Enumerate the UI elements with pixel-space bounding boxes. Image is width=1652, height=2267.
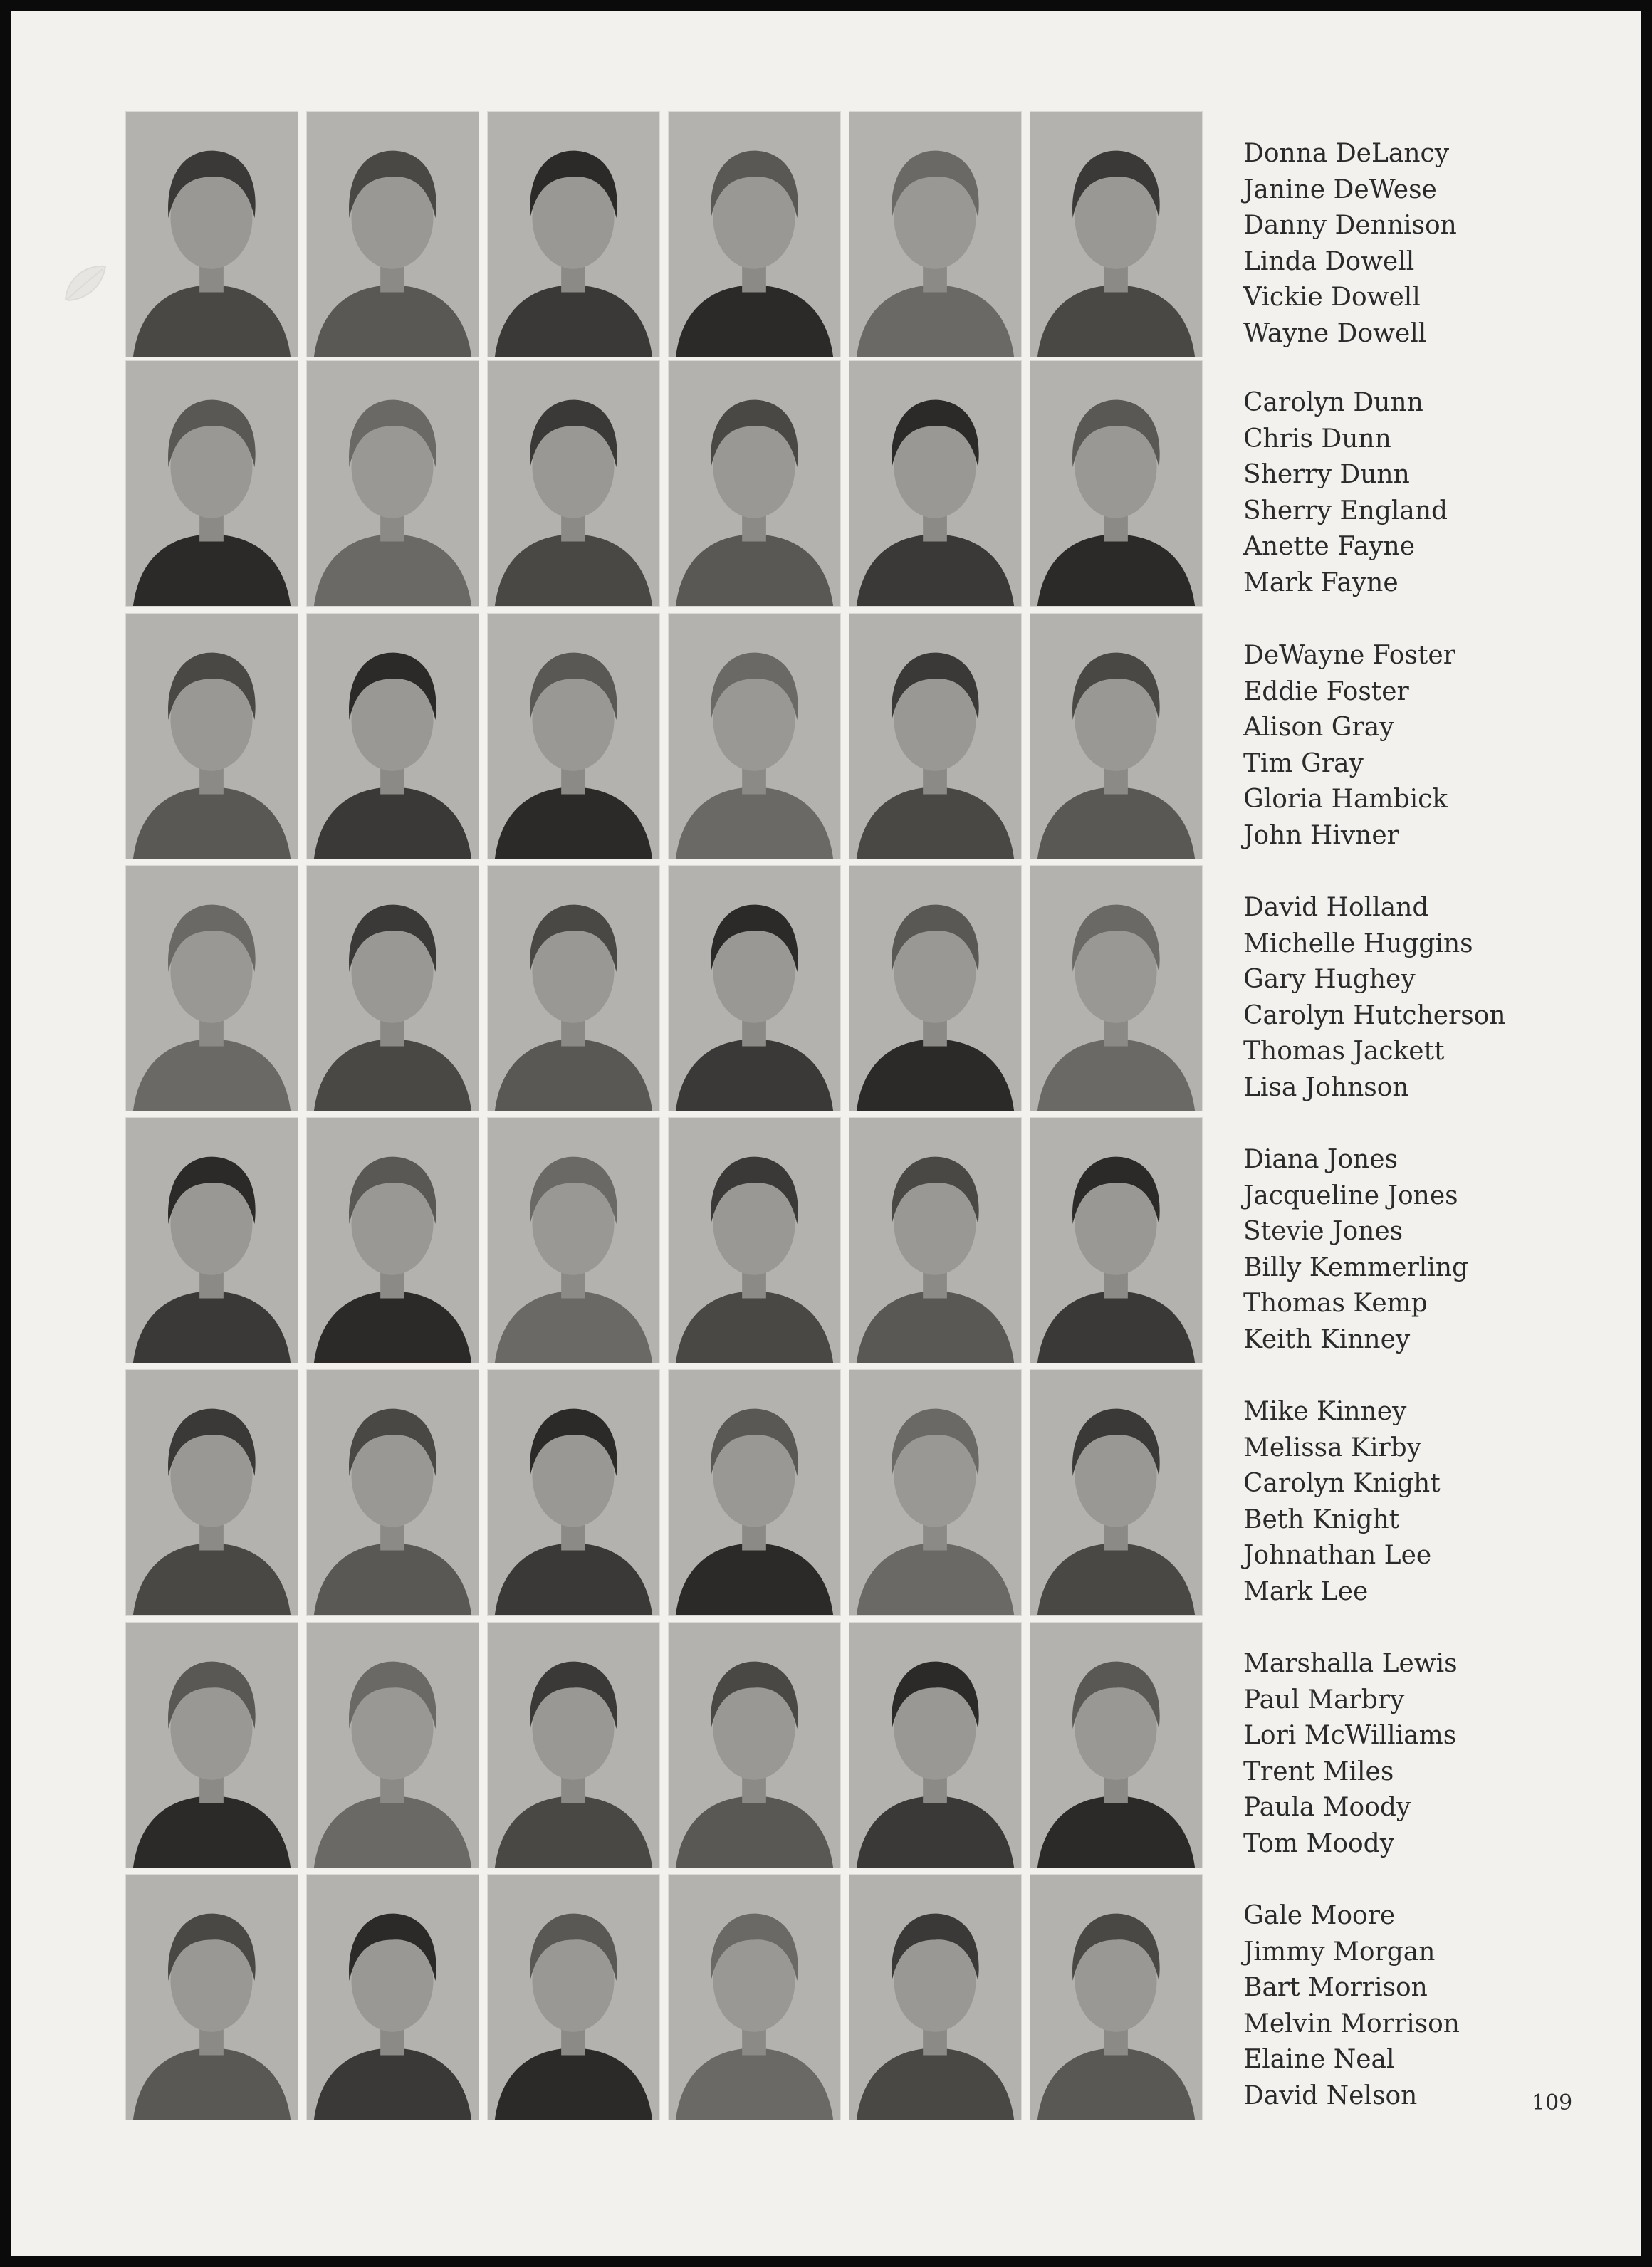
student-portrait bbox=[125, 360, 298, 607]
student-portrait bbox=[849, 360, 1022, 607]
student-name: Lori McWilliams bbox=[1243, 1721, 1457, 1751]
student-name: Wayne Dowell bbox=[1243, 318, 1427, 348]
student-name: Tom Moody bbox=[1243, 1828, 1395, 1858]
student-portrait bbox=[1030, 1874, 1203, 2120]
student-portrait bbox=[487, 111, 660, 357]
student-name: Alison Gray bbox=[1243, 713, 1394, 743]
student-portrait bbox=[125, 111, 298, 357]
student-portrait bbox=[1030, 1117, 1203, 1363]
student-name: Gale Moore bbox=[1243, 1901, 1396, 1930]
student-name: Paula Moody bbox=[1243, 1793, 1411, 1823]
student-portrait bbox=[125, 1117, 298, 1363]
student-portrait bbox=[849, 1622, 1022, 1868]
student-name: Keith Kinney bbox=[1243, 1324, 1411, 1354]
portrait-row bbox=[125, 613, 1222, 859]
student-name: Chris Dunn bbox=[1243, 424, 1391, 454]
student-name: Vickie Dowell bbox=[1243, 283, 1421, 313]
portrait-row bbox=[125, 111, 1222, 357]
student-name: Stevie Jones bbox=[1243, 1217, 1403, 1247]
student-name: Sherry Dunn bbox=[1243, 460, 1410, 490]
student-name: Danny Dennison bbox=[1243, 211, 1457, 241]
student-portrait bbox=[668, 1874, 841, 2120]
name-list bbox=[1243, 1142, 1628, 1358]
student-portrait bbox=[849, 865, 1022, 1111]
student-portrait bbox=[306, 1117, 479, 1363]
portrait-row bbox=[125, 1874, 1222, 2120]
student-portrait bbox=[306, 1622, 479, 1868]
student-name: Mark Lee bbox=[1243, 1576, 1369, 1606]
student-name: Mike Kinney bbox=[1243, 1397, 1407, 1426]
student-portrait bbox=[668, 360, 841, 607]
student-name: Mark Fayne bbox=[1243, 567, 1399, 597]
student-name: Bart Morrison bbox=[1243, 1973, 1428, 2003]
student-portrait bbox=[306, 865, 479, 1111]
student-portrait bbox=[125, 865, 298, 1111]
student-portrait bbox=[849, 1117, 1022, 1363]
student-name: Eddie Foster bbox=[1243, 676, 1409, 706]
name-list bbox=[1243, 1646, 1628, 1863]
student-portrait bbox=[668, 613, 841, 859]
student-name: David Nelson bbox=[1243, 2080, 1418, 2110]
student-portrait bbox=[306, 360, 479, 607]
student-portrait bbox=[125, 1874, 298, 2120]
student-name: Elaine Neal bbox=[1243, 2045, 1395, 2075]
student-portrait bbox=[487, 1874, 660, 2120]
name-list bbox=[1243, 1898, 1628, 2115]
student-portrait bbox=[1030, 111, 1203, 357]
student-portrait bbox=[125, 1622, 298, 1868]
name-list bbox=[1243, 890, 1628, 1106]
name-list bbox=[1243, 1394, 1628, 1611]
student-portrait bbox=[668, 1622, 841, 1868]
student-portrait bbox=[306, 111, 479, 357]
student-name: Michelle Huggins bbox=[1243, 928, 1473, 958]
name-list bbox=[1243, 136, 1628, 352]
student-portrait bbox=[1030, 1622, 1203, 1868]
student-name: Anette Fayne bbox=[1243, 532, 1415, 562]
student-name: Lisa Johnson bbox=[1243, 1072, 1409, 1102]
portrait-row bbox=[125, 1622, 1222, 1868]
student-name: Carolyn Hutcherson bbox=[1243, 1000, 1506, 1030]
student-portrait bbox=[306, 1369, 479, 1616]
student-portrait bbox=[125, 613, 298, 859]
student-name: David Holland bbox=[1243, 893, 1429, 922]
student-name: Carolyn Dunn bbox=[1243, 388, 1423, 417]
student-name: DeWayne Foster bbox=[1243, 641, 1455, 670]
student-portrait bbox=[1030, 613, 1203, 859]
page-number: 109 bbox=[1532, 2090, 1573, 2115]
yearbook-page bbox=[11, 11, 1641, 2256]
student-portrait bbox=[1030, 360, 1203, 607]
student-name: Carolyn Knight bbox=[1243, 1469, 1441, 1499]
student-portrait bbox=[487, 1622, 660, 1868]
student-portrait bbox=[849, 111, 1022, 357]
student-portrait bbox=[125, 1369, 298, 1616]
student-name: Gloria Hambick bbox=[1243, 785, 1448, 815]
portrait-row bbox=[125, 865, 1222, 1111]
student-name: Trent Miles bbox=[1243, 1756, 1394, 1786]
student-name: Beth Knight bbox=[1243, 1504, 1400, 1534]
student-name: Gary Hughey bbox=[1243, 965, 1416, 995]
student-name: Billy Kemmerling bbox=[1243, 1252, 1469, 1282]
student-name: Paul Marbry bbox=[1243, 1685, 1405, 1714]
student-name: Thomas Kemp bbox=[1243, 1289, 1428, 1319]
student-portrait bbox=[1030, 1369, 1203, 1616]
student-portrait bbox=[306, 613, 479, 859]
student-portrait bbox=[487, 865, 660, 1111]
student-portrait bbox=[1030, 865, 1203, 1111]
portrait-row bbox=[125, 360, 1222, 607]
student-name: Thomas Jackett bbox=[1243, 1037, 1445, 1067]
student-portrait bbox=[306, 1874, 479, 2120]
student-portrait bbox=[849, 1369, 1022, 1616]
student-name: Janine DeWese bbox=[1243, 174, 1437, 204]
student-portrait bbox=[849, 613, 1022, 859]
student-name: Linda Dowell bbox=[1243, 246, 1415, 276]
student-portrait bbox=[668, 1369, 841, 1616]
name-list bbox=[1243, 385, 1628, 602]
student-name: Melvin Morrison bbox=[1243, 2009, 1460, 2038]
student-name: Jacqueline Jones bbox=[1243, 1180, 1458, 1210]
name-list bbox=[1243, 638, 1628, 854]
student-name: Marshalla Lewis bbox=[1243, 1649, 1458, 1678]
student-portrait bbox=[487, 613, 660, 859]
student-name: John Hivner bbox=[1243, 820, 1399, 850]
student-portrait bbox=[668, 865, 841, 1111]
student-portrait bbox=[487, 1369, 660, 1616]
student-portrait bbox=[849, 1874, 1022, 2120]
student-name: Tim Gray bbox=[1243, 748, 1364, 778]
student-name: Sherry England bbox=[1243, 496, 1448, 525]
student-name: Johnathan Lee bbox=[1243, 1541, 1432, 1571]
student-name: Donna DeLancy bbox=[1243, 139, 1450, 168]
portrait-row bbox=[125, 1369, 1222, 1616]
student-name: Diana Jones bbox=[1243, 1145, 1399, 1174]
portrait-row bbox=[125, 1117, 1222, 1363]
student-portrait bbox=[487, 1117, 660, 1363]
student-portrait bbox=[668, 111, 841, 357]
student-portrait bbox=[487, 360, 660, 607]
student-name: Melissa Kirby bbox=[1243, 1433, 1422, 1462]
student-portrait bbox=[668, 1117, 841, 1363]
leaf-watermark-icon bbox=[61, 261, 110, 305]
student-name: Jimmy Morgan bbox=[1243, 1937, 1436, 1967]
